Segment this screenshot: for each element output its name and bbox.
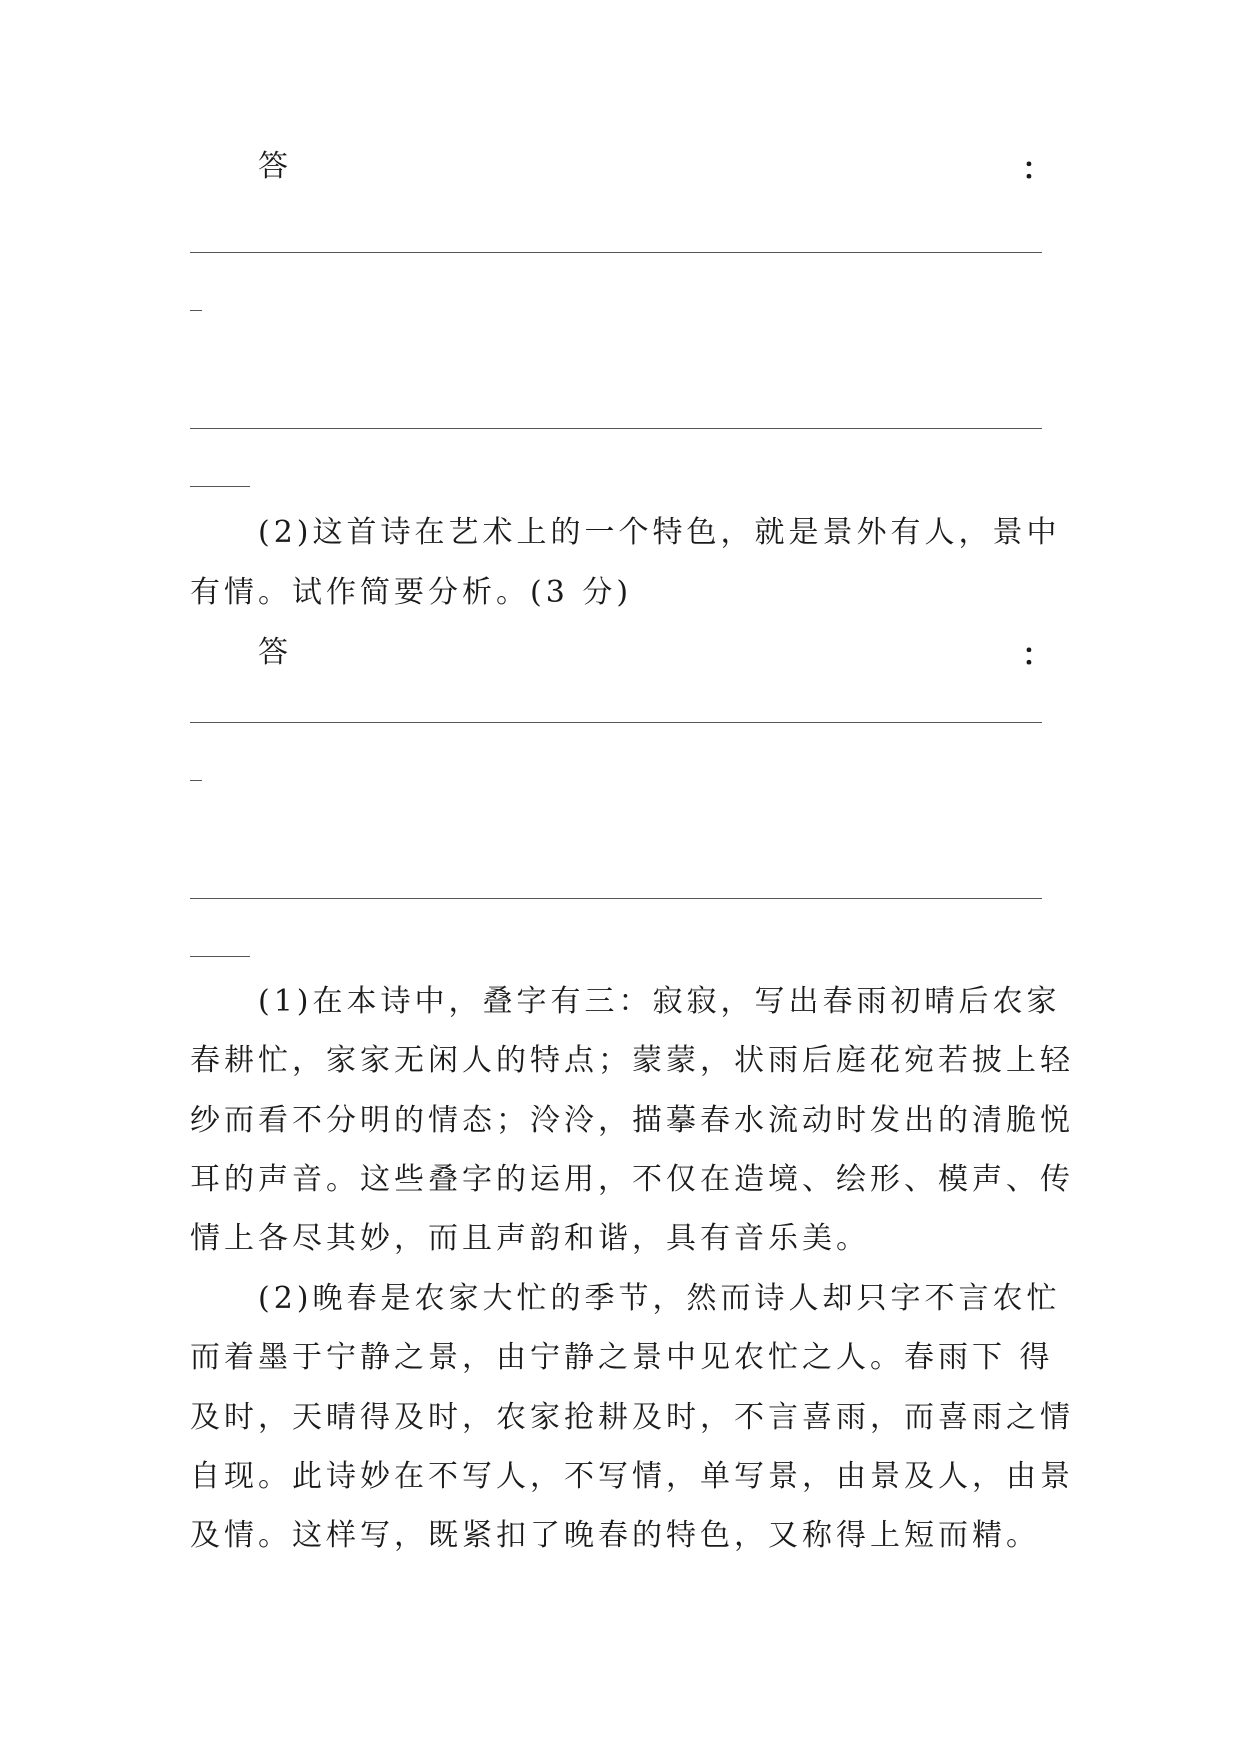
answer-1-line: 春耕忙，家家无闲人的特点；蒙蒙，状雨后庭花宛若披上轻 <box>190 1043 1074 1078</box>
answer-1-line: 纱而看不分明的情态；泠泠，描摹春水流动时发出的清脆悦 <box>190 1103 1074 1138</box>
question-2-line-2: 有情。试作简要分析。(3 分) <box>190 575 633 610</box>
answer-line-tail <box>190 486 250 487</box>
answer-1-line: (1)在本诗中，叠字有三：寂寂，写出春雨初晴后农家 <box>258 984 1061 1019</box>
answer-line[interactable] <box>190 428 1042 429</box>
answer-1-line: 耳的声音。这些叠字的运用，不仅在造境、绘形、模声、传 <box>190 1162 1074 1197</box>
answer-2-line: (2)晚春是农家大忙的季节，然而诗人却只字不言农忙 <box>258 1281 1061 1316</box>
answer-2-line: 及时，天晴得及时，农家抢耕及时，不言喜雨，而喜雨之情 <box>190 1400 1074 1435</box>
answer-2-line: 自现。此诗妙在不写人，不写情，单写景，由景及人，由景 <box>190 1459 1074 1494</box>
answer-2-line: 及情。这样写，既紧扣了晚春的特色，又称得上短而精。 <box>190 1518 1040 1553</box>
answer-label: 答 <box>258 635 288 670</box>
answer-1-line: 情上各尽其妙，而且声韵和谐，具有音乐美。 <box>190 1221 870 1256</box>
answer-2-line: 而着墨于宁静之景，由宁静之景中见农忙之人。春雨下 得 <box>190 1340 1054 1375</box>
answer-line[interactable] <box>190 722 1042 723</box>
answer-line[interactable] <box>190 898 1042 899</box>
answer-line-tail <box>190 780 202 781</box>
answer-label: 答 <box>258 149 288 184</box>
answer-line-tail <box>190 310 202 311</box>
answer-line[interactable] <box>190 252 1042 253</box>
answer-colon: ： <box>1022 638 1052 673</box>
question-2-line-1: (2)这首诗在艺术上的一个特色，就是景外有人，景中 <box>258 515 1061 550</box>
answer-line-tail <box>190 956 250 957</box>
answer-colon: ： <box>1022 152 1052 187</box>
